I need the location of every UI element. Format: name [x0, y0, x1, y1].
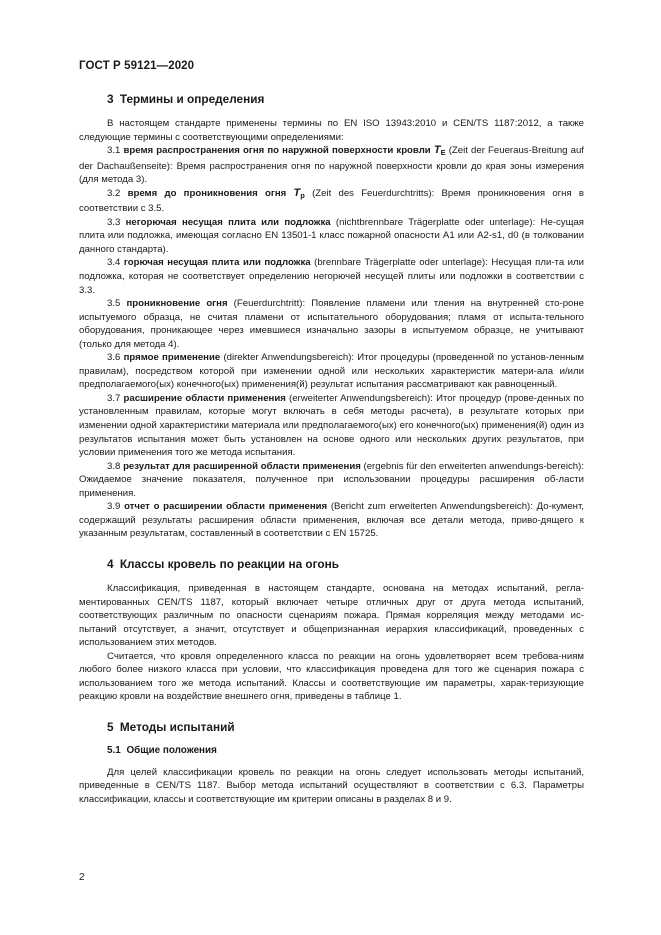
section-number: 5 — [107, 719, 114, 734]
section-title: Классы кровель по реакции на огонь — [119, 556, 339, 571]
definition-term: время распространения огня по наружной поверхности кровли — [123, 145, 431, 157]
definition-text: (Bericht zum erweiterten Anwendungsbereich): До-кумент, содержащий результаты расширения области применения, включая все детали метода, приво-дящего к указанным результатам, составленный в соответствии с EN 15725. — [79, 501, 584, 540]
definition-3-1: 3.1 время распространения огня по наружной поверхности кровли $T_E$ (Zeit der Feueraus-Breitung auf der Dachaußenseite): Время распространения огня по наружной поверхности кровли до края зоны измерения (для метода 3). — [79, 144, 584, 186]
definition-term: время до проникновения огня — [127, 187, 287, 199]
definition-text: (Zeit des Feuerdurchtritts): Время проникновения огня в соответствии с 3.5. — [79, 187, 585, 215]
definition-3-6: 3.6 прямое применение (direkter Anwendungsbereich): Итог процедуры (проведенной по установ-ленным правилам), посредством которой при изменении одной или нескольких характеристик матери-ала и/или предполагаемого(ых) конечного(ых) применения(й) результат испытания рассматривают как равноценный. — [79, 352, 585, 391]
section-number: 4 — [107, 556, 114, 571]
definition-3-9: 3.9 отчет о расширении области применения (Bericht zum erweiterten Anwendungsbereich): До-кумент, содержащий результаты расширения области применения, включая все детали метода, приво-дящего к указанным результатам, составленный в соответствии с EN 15725. — [79, 501, 584, 540]
section-4-paragraph-1: Классификация, приведенная в настоящем стандарте, основана на методах испытаний, регла-ментированных CEN/TS 1187, который включает четыре отличных друг от друга метода испытаний, соответствующих различным по опасности сценариям пожара. Прямая корреляция между методами ис-пытаний отсутствует, а значит, отсутствует и общепризнанная иерархия классификаций, проведенных с использованием этих методов. — [79, 582, 584, 649]
definition-3-2: 3.2 время до проникновения огня $T_p$ (Zeit des Feuerdurchtritts): Время проникновения огня в соответствии с 3.5. — [79, 186, 585, 215]
symbol: $T_p$ — [293, 186, 305, 200]
definition-3-7: 3.7 расширение области применения (erweiterter Anwendungsbereich): Итог процедур (прове-денных по установленным правилам, которые могут включать в себя методы расчета), в результате которых при изменении одной характеристики материала или предполагаемого(ых) его конечного(ых) применения(й) один из результатов испытания может быть установлен на основе одного или нескольких других результатов, при условии применения того же метода испытания. — [79, 392, 584, 459]
definition-term: прямое применение — [123, 352, 221, 364]
definition-term: результат для расширенной области применения — [123, 460, 361, 472]
definition-text: (ergebnis für den erweiterten anwendungs-bereich): Ожидаемое значение показателя, полученное при использовании процедуры расширения об-ласти применения. — [79, 460, 584, 499]
section-number: 3 — [107, 92, 114, 106]
definition-3-8: 3.8 результат для расширенной области применения (ergebnis für den erweiterten anwendungs-bereich): Ожидаемое значение показателя, полученное при использовании процедуры расширения об-ласти применения. — [79, 460, 584, 499]
definition-text: (Feuerdurchtritt): Появление пламени или тления на внутренней сто-роне испытуемого образца, не считая пламени от испытательного оборудования; пламя от испыта-тельного оборудования, проникающее через имевшиеся изначально зазоры в испытуемом образце, не учитывают (только для метода 4). — [79, 298, 585, 350]
definition-text: (Zeit der Feueraus-Breitung auf der Dachaußenseite): Время распространения огня по наружной поверхности кровли до края зоны измерения (для метода 3). — [79, 145, 584, 186]
symbol: $T_E$ — [433, 144, 446, 158]
definition-term: расширение области применения — [123, 392, 286, 404]
section-3-heading — [79, 92, 584, 106]
section-4-heading — [79, 557, 584, 571]
section-title: Термины и определения — [119, 92, 265, 106]
subsection-title: Общие положения — [126, 744, 217, 756]
definition-term: горючая несущая плита или подложка — [123, 257, 311, 269]
definition-text: (brennbare Trägerplatte oder unterlage): Несущая пли-та или подложка, которая не соответствует определению негорючей несущей плиты или подложки в соответствии с 3.3. — [79, 257, 584, 296]
definition-3-5: 3.5 проникновение огня (Feuerdurchtritt): Появление пламени или тления на внутренней сто-роне испытуемого образца, не считая пламени от испытательного оборудования; пламя от испыта-тельного оборудования, проникающее через имевшиеся изначально зазоры в испытуемом образце, не учитывают (только для метода 4). — [79, 298, 585, 350]
definition-text: (direkter Anwendungsbereich): Итог процедуры (проведенной по установ-ленным правилам), посредством которой при изменении одной или нескольких характеристик матери-ала и/или предполагаемого(ых) конечного(ых) применения(й) результат испытания рассматривают как равноценный. — [79, 352, 585, 391]
definition-term: негорючая несущая плита или подложка — [125, 216, 331, 228]
definition-3-3: 3.3 негорючая несущая плита или подложка (nichtbrennbare Trägerplatte oder unterlage): Не-сущая плита или подложка, имеющая согласно EN 13501-1 класс пожарной опасности А1 или А2-s1, d0 (в толковании данного стандарта). — [79, 216, 584, 255]
definition-text: (erweiterter Anwendungsbereich): Итог процедур (прове-денных по установленным правилам, которые могут включать в себя методы расчета), в результате которых при изменении одной характеристики материала или предполагаемого(ых) его конечного(ых) применения(й) один из результатов испытания может быть установлен на основе одного или нескольких других результатов, при условии применения того же метода испытания. — [79, 392, 584, 459]
section-5-heading — [79, 720, 584, 734]
section-4-paragraph-2: Считается, что кровля определенного класса по реакции на огонь удовлетворяет всем требова-ниям любого более низкого класса при условии, что классификация проведена для того же сценария пожара с использованием того же метода испытаний. Классы и соответствующие им параметры, харак-теризующие реакцию кровли на воздействие внешнего огня, приведены в таблице 1. — [79, 650, 584, 703]
section-3-intro: В настоящем стандарте применены термины по EN ISO 13943:2010 и CEN/TS 1187:2012, а также следующие термины с соответствующими определениями: — [79, 118, 584, 143]
definition-3-4: 3.4 горючая несущая плита или подложка (brennbare Trägerplatte oder unterlage): Несущая пли-та или подложка, которая не соответствует определению негорючей несущей плиты или подложки в соответствии с 3.3. — [79, 257, 584, 296]
document-body — [79, 90, 584, 807]
definition-text: (nichtbrennbare Trägerplatte oder unterlage): Не-сущая плита или подложка, имеющая согласно EN 13501-1 класс пожарной опасности А1 или А2-s1, d0 (в толковании данного стандарта). — [79, 216, 584, 255]
subsection-5-1-heading — [79, 744, 584, 757]
section-5-paragraph-1: Для целей классификации кровель по реакции на огонь следует использовать методы испытаний, приведенные в CEN/TS 1187. Выбор метода испытаний осуществляют в соответствии с 6.3. Параметры классификации, классы и соответствующие им критерии описаны в разделах 8 и 9. — [79, 766, 584, 805]
section-title: Методы испытаний — [119, 719, 235, 734]
definition-term: проникновение огня — [126, 298, 228, 310]
document-header: ГОСТ Р 59121—2020 — [79, 60, 195, 72]
definition-term: отчет о расширении области применения — [124, 501, 328, 513]
subsection-number: 5.1 — [107, 744, 121, 756]
page-number: 2 — [79, 872, 85, 883]
